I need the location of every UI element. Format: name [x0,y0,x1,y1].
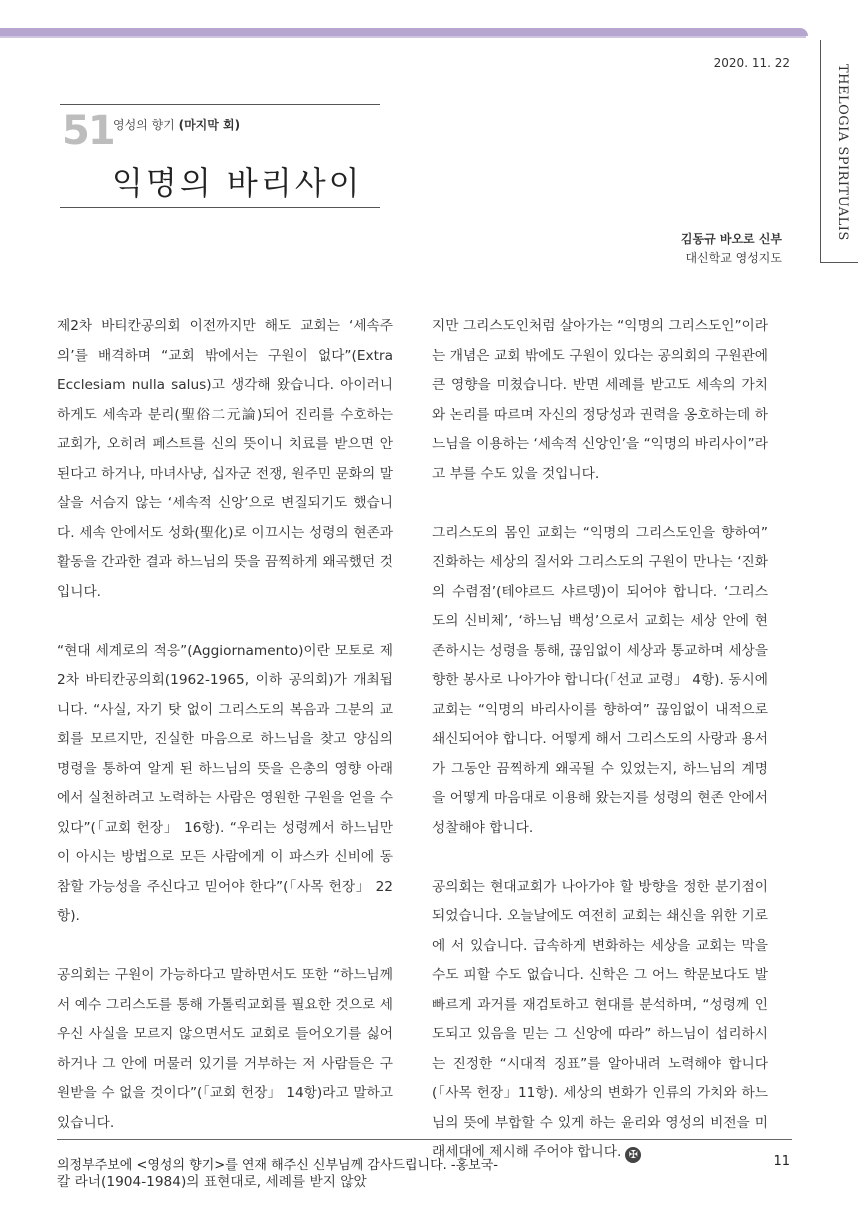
top-accent-line [0,36,806,38]
series-name: 영성의 향기 [113,118,175,132]
author-name: 김동규 바오로 신부 [680,232,782,246]
end-mark-icon: ✠ [625,1147,641,1163]
paragraph: 공의회는 구원이 가능하다고 말하면서도 또한 “하느님께서 예수 그리스도를 통해 가톨릭교회를 필요한 것으로 세우신 사실을 모르지 않으면서도 교회로 들어오기를 싫어하거나 그 안에 머물러 있기를 거부하는 저 사람들은 구원받을 수 없을 것이다”(「교회 헌장」 14항)라고 말하고 있습니다. [57,967,393,1131]
paragraph: 그리스도의 몸인 교회는 “익명의 그리스도인을 향하여” 진화하는 세상의 질서와 그리스도의 구원이 만나는 ‘진화의 수렴점’(테야르드 샤르뎅)이 되어야 합니다. ‘그리스도의 신비체’, ‘하느님 백성’으로서 교회는 세상 안에 현존하시는 성령을 통해, 끊임없이 세상과 통교하며 세상을 향한 봉사로 나아가야 합니다(「선교 교령」 4항). 동시에 교회는 “익명의 바리사이를 향하여” 끊임없이 내적으로 쇄신되어야 합니다. 어떻게 해서 그리스도의 사랑과 용서가 그동안 끔찍하게 왜곡될 수 있었는지, 하느님의 계명을 어떻게 마음대로 이용해 왔는지를 성령의 현존 안에서 성찰해야 합니다. [432,524,768,836]
paragraph: 칼 라너(1904-1984)의 표현대로, 세례를 받지 않았 [57,1173,367,1190]
series-label [113,116,240,133]
article-title: 익명의 바리사이 [112,164,363,202]
paragraph: “현대 세계로의 적응”(Aggiornamento)이란 모토로 제2차 바티칸공의회(1962-1965, 이하 공의회)가 개최됩니다. “사실, 자기 탓 없이 그리스도의 복음과 그분의 교회를 모르지만, 진실한 마음으로 하느님을 찾고 양심의 명령을 통하여 알게 된 하느님의 뜻을 은총의 영향 아래에서 실천하려고 노력하는 사람은 영원한 구원을 얻을 수 있다”(「교회 헌장」 16항). “우리는 성령께서 하느님만이 아시는 방법으로 모든 사람에게 이 파스카 신비에 동참할 가능성을 주신다고 믿어야 한다”(「사목 헌장」 22항). [57,642,393,924]
paragraph: 제2차 바티칸공의회 이전까지만 해도 교회는 ‘세속주의’를 배격하며 “교회 밖에서는 구원이 없다”(Extra Ecclesiam nulla salus)고 생각해 왔습니다. 아이러니하게도 세속과 분리(聖俗二元論)되어 진리를 수호하는 교회가, 오히려 페스트를 신의 뜻이니 치료를 받으면 안 된다고 하거나, 마녀사냥, 십자군 전쟁, 원주민 문화의 말살을 서슴지 않는 ‘세속적 신앙’으로 변질되기도 했습니다. 세속 안에서도 성화(聖化)로 이끄시는 성령의 현존과 활동을 간과한 결과 하느님의 뜻을 끔찍하게 왜곡했던 것입니다. [57,318,393,600]
side-divider [820,40,821,262]
author-role: 대신학교 영성지도 [685,251,782,265]
page-number: 11 [773,1154,790,1169]
paragraph-last [432,873,768,1168]
header-rule-top [60,104,380,105]
header-rule-bottom [60,207,380,208]
series-note: (마지막 회) [178,118,241,132]
paragraph: 지만 그리스도인처럼 살아가는 “익명의 그리스도인”이라는 개념은 교회 밖에도 구원이 있다는 공의회의 구원관에 큰 영향을 미쳤습니다. 반면 세례를 받고도 세속의 가치와 논리를 따르며 자신의 정당성과 권력을 옹호하는데 하느님을 이용하는 ‘세속적 신앙인’을 “익명의 바리사이”라고 부를 수도 있을 것입니다. [432,318,768,482]
side-divider-horizontal [820,262,858,263]
author-block [560,230,782,266]
issue-number: 51 [62,108,114,154]
top-accent-bar [0,28,808,36]
issue-date: 2020. 11. 22 [713,56,790,70]
side-title: THELOGIA SPIRITUALIS [835,64,850,241]
body-column-right [432,312,768,1197]
body-column-left [57,312,393,1227]
footer-rule [57,1139,792,1140]
footer-note: 의정부주보에 <영성의 향기>를 연재 해주신 신부님께 감사드립니다. -홍보국- [57,1158,498,1173]
paragraph-text: 공의회는 현대교회가 나아가야 할 방향을 정한 분기점이 되었습니다. 오늘날에도 여전히 교회는 쇄신을 위한 기로에 서 있습니다. 급속하게 변화하는 세상을 교회는 막을 수도 피할 수도 없습니다. 신학은 그 어느 학문보다도 발 빠르게 과거를 재검토하고 현대를 분석하며, “성령께 인도되고 있음을 믿는 그 신앙에 따라” 하느님이 섭리하시는 진정한 “시대적 징표”를 알아내려 노력해야 합니다(「사목 헌장」11항). 세상의 변화가 인류의 가치와 하느님의 뜻에 부합할 수 있게 하는 윤리와 영성의 비전을 미래세대에 제시해 주어야 합니다. [432,878,768,1160]
